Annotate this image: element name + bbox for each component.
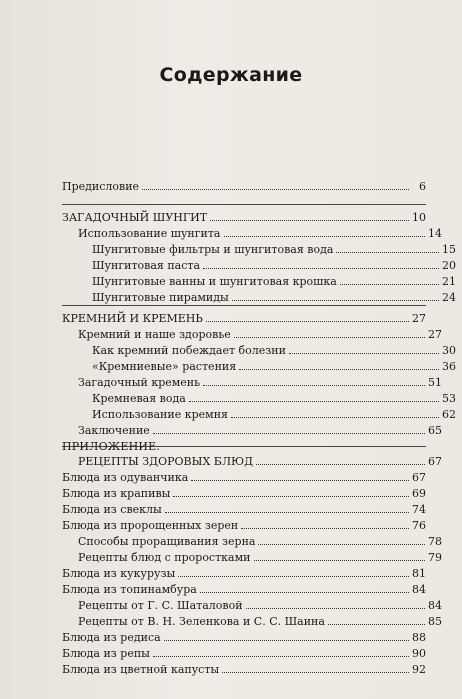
toc-entry-page-number: 65 — [428, 424, 442, 437]
toc-entry[interactable] — [62, 455, 442, 468]
toc-entry-label: Рецепты блюд с проростками — [78, 551, 251, 564]
toc-entry[interactable] — [62, 503, 426, 516]
toc-entry[interactable] — [62, 567, 426, 580]
toc-entry-label: Шунгитовые пирамиды — [92, 291, 229, 304]
toc-entry-label: Блюда из свеклы — [62, 503, 162, 516]
toc-entry-page-number: 92 — [412, 663, 426, 676]
toc-entry-label: Использование кремня — [92, 408, 228, 421]
toc-entry-label: Кремний и наше здоровье — [78, 328, 231, 341]
toc-entry-page-number: 67 — [428, 455, 442, 468]
toc-entry-page-number: 30 — [442, 344, 456, 357]
dot-leader — [224, 227, 426, 237]
toc-entry-label: Блюда из крапивы — [62, 487, 171, 500]
toc-entry[interactable] — [62, 243, 456, 256]
dot-leader — [336, 243, 439, 253]
dot-leader — [153, 424, 425, 434]
toc-entry-page-number: 67 — [412, 471, 426, 484]
toc-entry[interactable] — [62, 408, 456, 421]
toc-entry-page-number: 74 — [412, 503, 426, 516]
toc-entry[interactable] — [62, 535, 442, 548]
toc-entry-label: РЕЦЕПТЫ ЗДОРОВЫХ БЛЮД — [78, 455, 254, 468]
toc-entry-label: Блюда из пророщенных зерен — [62, 519, 239, 532]
toc-entry-page-number: 20 — [442, 259, 456, 272]
toc-entry-page-number: 90 — [412, 647, 426, 660]
toc-entry-page-number: 85 — [428, 615, 442, 628]
dot-leader — [254, 551, 425, 561]
toc-entry[interactable] — [62, 180, 426, 193]
toc-entry[interactable] — [62, 551, 442, 564]
toc-entry-label: Блюда из репы — [62, 647, 150, 660]
toc-entry-page-number: 24 — [442, 291, 456, 304]
dot-leader — [191, 471, 409, 481]
toc-entry-page-number: 53 — [442, 392, 456, 405]
toc-entry-label: Блюда из топинамбура — [62, 583, 197, 596]
toc-entry-label: КРЕМНИЙ И КРЕМЕНЬ — [62, 312, 203, 325]
toc-entry-label: Заключение — [78, 424, 150, 437]
toc-entry-page-number: 6 — [419, 180, 426, 193]
toc-entry-page-number: 51 — [428, 376, 442, 389]
toc-entry-page-number: 79 — [428, 551, 442, 564]
section-separator — [62, 204, 426, 205]
dot-leader — [200, 583, 409, 593]
dot-leader — [246, 599, 425, 609]
dot-leader — [340, 275, 439, 285]
toc-entry-page-number: 81 — [412, 567, 426, 580]
toc-entry[interactable] — [62, 328, 442, 341]
dot-leader — [232, 291, 439, 301]
toc-entry-page-number: 78 — [428, 535, 442, 548]
toc-entry-page-number: 84 — [428, 599, 442, 612]
dot-leader — [328, 615, 425, 625]
toc-entry[interactable] — [62, 344, 456, 357]
toc-entry[interactable] — [62, 583, 426, 596]
dot-leader — [239, 360, 439, 370]
toc-entry-label: Кремневая вода — [92, 392, 186, 405]
toc-entry[interactable] — [62, 599, 442, 612]
dot-leader — [189, 392, 439, 402]
toc-entry-page-number: 88 — [412, 631, 426, 644]
toc-entry[interactable] — [62, 392, 456, 405]
toc-entry[interactable] — [62, 259, 456, 272]
toc-entry-label: Шунгитовые фильтры и шунгитовая вода — [92, 243, 334, 256]
toc-entry[interactable] — [62, 360, 456, 373]
toc-entry[interactable] — [62, 275, 456, 288]
toc-entry-page-number: 69 — [412, 487, 426, 500]
toc-entry-page-number: 76 — [412, 519, 426, 532]
toc-entry-label: Способы проращивания зерна — [78, 535, 256, 548]
toc-entry[interactable] — [62, 647, 426, 660]
toc-entry-label: Шунгитовая паста — [92, 259, 201, 272]
toc-entry[interactable] — [62, 615, 442, 628]
toc-entry-label: Рецепты от Г. С. Шаталовой — [78, 599, 243, 612]
toc-entry-page-number: 10 — [412, 211, 426, 224]
dot-leader — [206, 312, 409, 322]
toc-entry-page-number: 15 — [442, 243, 456, 256]
dot-leader — [173, 487, 409, 497]
dot-leader — [234, 328, 425, 338]
dot-leader — [258, 535, 425, 545]
toc-entry-label: Загадочный кремень — [78, 376, 201, 389]
dot-leader — [178, 567, 409, 577]
toc-entry-label: Шунгитовые ванны и шунгитовая крошка — [92, 275, 337, 288]
toc-entry-label: Использование шунгита — [78, 227, 221, 240]
toc-entry-label: Блюда из редиса — [62, 631, 161, 644]
toc-entry[interactable] — [62, 376, 442, 389]
toc-entry[interactable] — [62, 227, 442, 240]
page-title: Содержание — [159, 64, 303, 86]
toc-entry-label: Блюда из цветной капусты — [62, 663, 220, 676]
section-separator — [62, 305, 426, 306]
dot-leader — [165, 503, 409, 513]
dot-leader — [153, 647, 409, 657]
dot-leader — [142, 180, 409, 190]
dot-leader — [222, 663, 409, 673]
toc-entry-label: ЗАГАДОЧНЫЙ ШУНГИТ — [62, 211, 208, 224]
toc-entry[interactable] — [62, 487, 426, 500]
toc-entry-page-number: 84 — [412, 583, 426, 596]
toc-entry[interactable] — [62, 312, 426, 325]
dot-leader — [289, 344, 439, 354]
toc-entry-page-number: 62 — [442, 408, 456, 421]
dot-leader — [256, 455, 425, 465]
toc-entry-page-number: 27 — [412, 312, 426, 325]
dot-leader — [164, 631, 409, 641]
dot-leader — [203, 259, 439, 269]
toc-entry-label: «Кремниевые» растения — [92, 360, 237, 373]
toc-entry-page-number: 14 — [428, 227, 442, 240]
dot-leader — [241, 519, 409, 529]
dot-leader — [210, 211, 409, 221]
toc-entry-label: Рецепты от В. Н. Зеленкова и С. С. Шаина — [78, 615, 325, 628]
toc-entry[interactable] — [62, 631, 426, 644]
toc-entry-label: Предисловие — [62, 180, 140, 193]
toc-entry[interactable] — [62, 424, 442, 437]
section-heading: ПРИЛОЖЕНИЕ. — [62, 440, 161, 453]
toc-entry-page-number: 27 — [428, 328, 442, 341]
toc-entry[interactable] — [62, 519, 426, 532]
toc-entry[interactable] — [62, 663, 426, 676]
toc-entry-label: Блюда из одуванчика — [62, 471, 189, 484]
toc-entry[interactable] — [62, 471, 426, 484]
dot-leader — [231, 408, 439, 418]
dot-leader — [203, 376, 425, 386]
toc-entry-page-number: 21 — [442, 275, 456, 288]
toc-entry[interactable] — [62, 291, 456, 304]
toc-entry-page-number: 36 — [442, 360, 456, 373]
toc-entry[interactable] — [62, 211, 426, 224]
toc-entry-label: Блюда из кукурузы — [62, 567, 176, 580]
toc-entry-label: Как кремний побеждает болезни — [92, 344, 286, 357]
